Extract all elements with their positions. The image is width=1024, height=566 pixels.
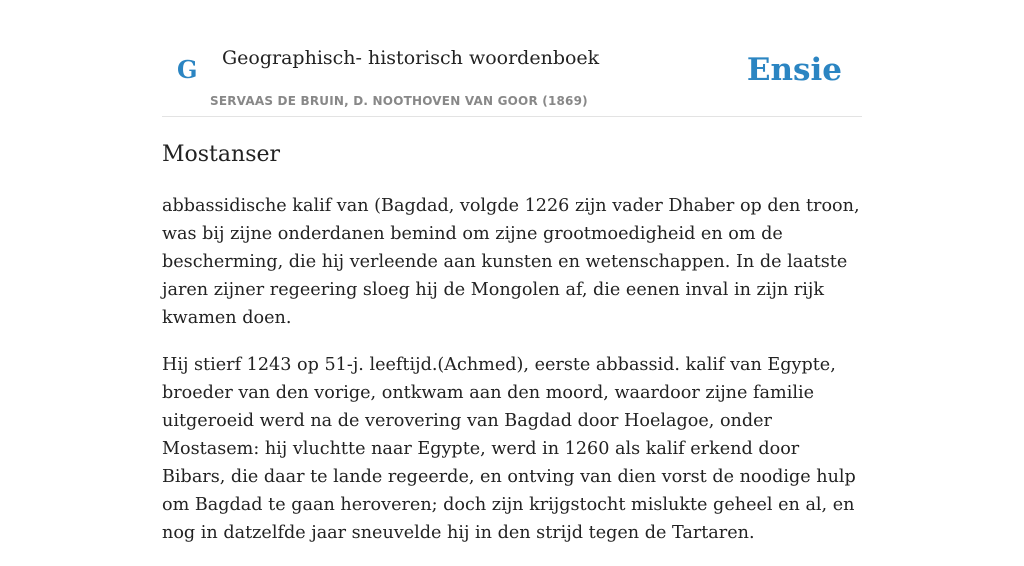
entry-paragraph: abbassidische kalif van (Bagdad, volgde 1226 zijn vader Dhaber op den troon, was bij zijne onderdanen bemind om zijne grootmoedigheid en om de bescherming, die hij verleende aan kunsten en wetenschappen. In de laatste jaren zijner regeering sloeg hij de Mongolen af, die eenen inval in zijn rijk kwamen doen. xyxy=(162,196,860,328)
ensie-logo[interactable]: Ensie xyxy=(746,52,842,88)
book-header xyxy=(162,0,862,117)
entry-body xyxy=(162,192,862,566)
entry-paragraph: Hij stierf 1243 op 51-j. leeftijd.(Achmed), eerste abbassid. kalif van Egypte, broeder van den vorige, ontkwam aan den moord, waardoor zijne familie uitgeroeid werd na de verovering van Bagdad door Hoelagoe, onder Mostasem: hij vluchtte naar Egypte, werd in 1260 als kalif erkend door Bibars, die daar te lande regeerde, en ontving van dien vorst de noodige hulp om Bagdad te gaan heroveren; doch zijn krijgstocht mislukte geheel en al, en nog in datzelfde jaar sneuvelde hij in den strijd tegen de Tartaren. xyxy=(162,355,856,543)
book-authors: SERVAAS DE BRUIN, D. NOOTHOVEN VAN GOOR (1869) xyxy=(210,94,588,108)
entry-headword: Mostanser xyxy=(162,142,281,167)
book-logo[interactable]: G xyxy=(177,55,198,84)
book-title[interactable]: Geographisch- historisch woordenboek xyxy=(222,47,600,69)
